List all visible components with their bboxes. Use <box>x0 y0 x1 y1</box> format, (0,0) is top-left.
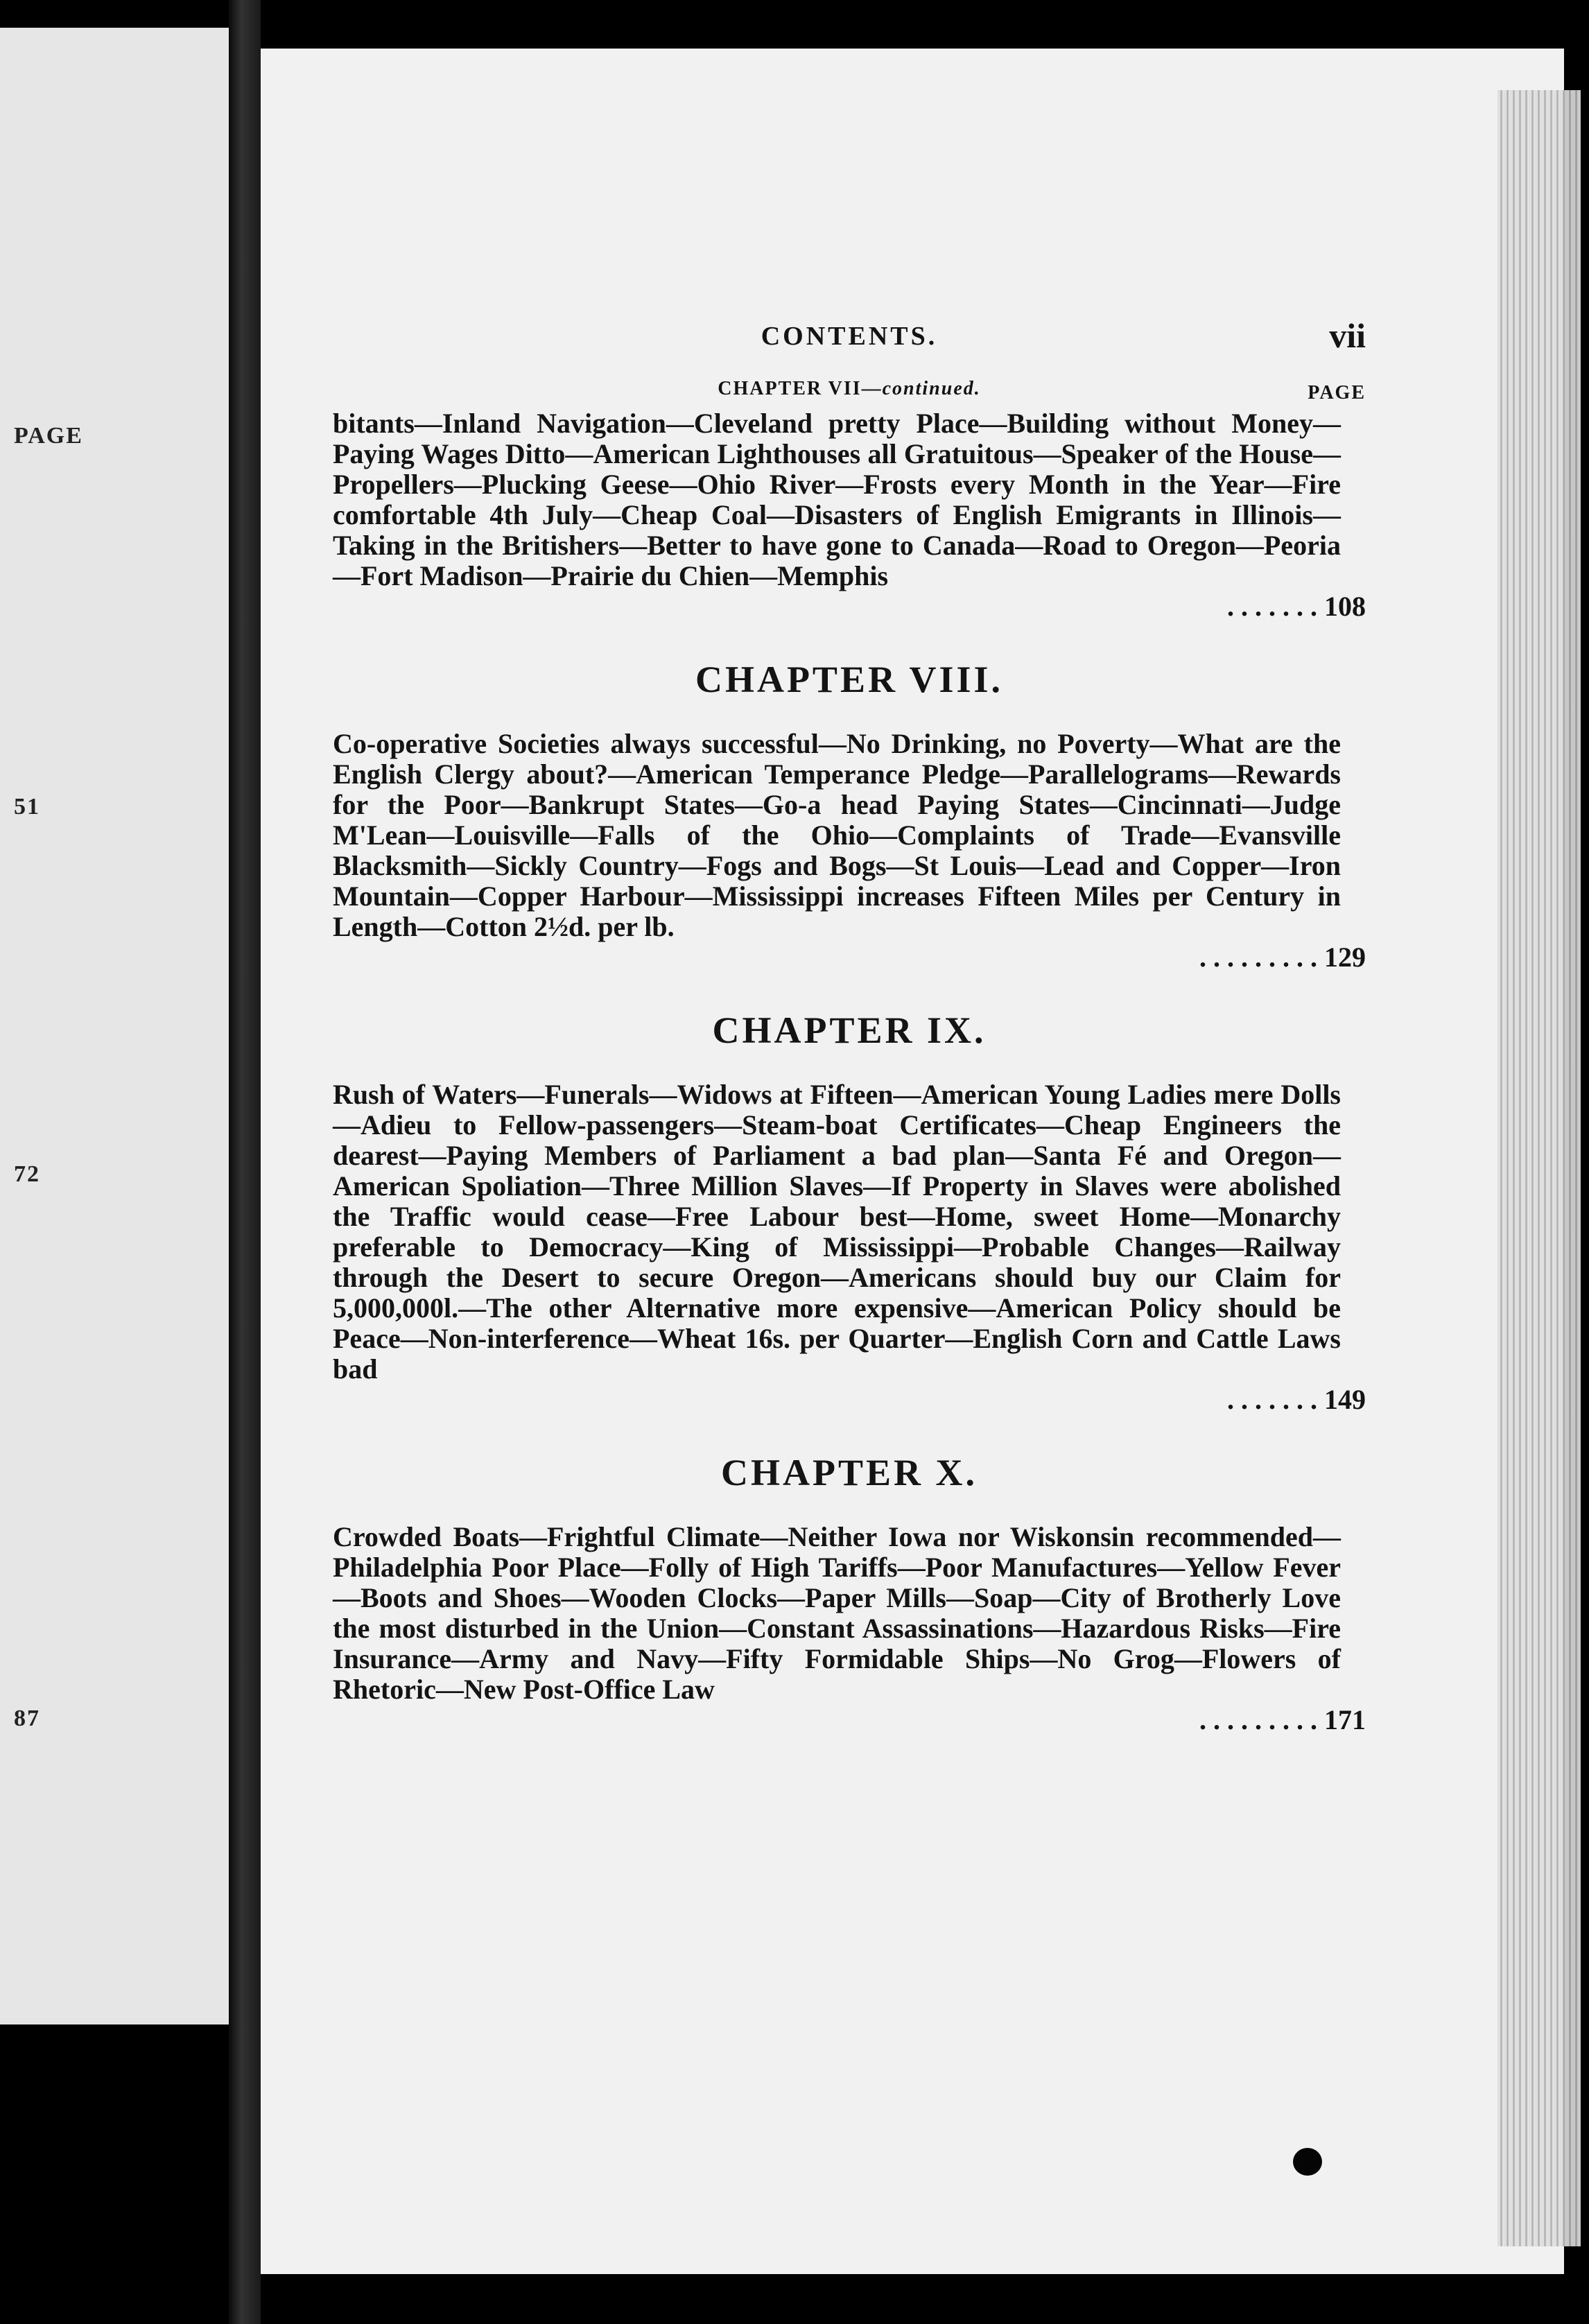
summary-text: Co-operative Societies always successful—No Drinking, no Poverty—What are the English Clergy about?—American Temperance Pledge—Parallelograms—Rewards for the Poor—Bankrupt States—Go-a head Paying States—Cincinnati—Judge M'Lean—Louisville—Falls of the Ohio—Complaints of Trade—Evansville Blacksmith—Sickly Country—Fogs and Bogs—St Louis—Lead and Copper—Iron Mountain—Copper Harbour—Mississippi increases Fifteen Miles per Century in Length—Cotton 2½d. per lb. <box>333 728 1341 942</box>
page-column-label: PAGE <box>1308 382 1366 404</box>
ink-blot <box>1293 2148 1322 2176</box>
page-number: 171 <box>1324 1704 1366 1735</box>
dot-leader: . . . . . . . . . <box>1199 942 1317 973</box>
summary-text: Crowded Boats—Frightful Climate—Neither Iowa nor Wiskonsin recommended—Philadelphia Poor Place—Folly of High Tariffs—Poor Manufactures—Yellow Fever—Boots and Shoes—Wooden Clocks—Paper Mills—Soap—City of Brotherly Love the most disturbed in the Union—Constant Assassinations—Hazardous Risks—Fire Insurance—Army and Navy—Fifty Formidable Ships—No Grog—Flowers of Rhetoric—New Post-Office Law <box>333 1521 1341 1705</box>
left-page-header-label: PAGE <box>14 423 83 449</box>
facing-page-left <box>0 28 229 2024</box>
page-number: 149 <box>1324 1384 1366 1415</box>
chapter-summary <box>333 1079 1366 1415</box>
continued-chapter-label: CHAPTER VII— <box>718 378 883 399</box>
dot-leader: . . . . . . . <box>1227 1384 1317 1415</box>
dot-leader: . . . . . . . . . <box>1199 1704 1317 1735</box>
summary-leader-and-page <box>333 1385 1366 1415</box>
page-number: 108 <box>1324 591 1366 622</box>
continuation-head <box>333 378 1366 406</box>
running-head <box>333 315 1366 364</box>
continued-word: continued. <box>882 378 981 399</box>
summary-leader-and-page <box>333 1705 1366 1735</box>
chapter-summary <box>333 408 1366 622</box>
summary-text: bitants—Inland Navigation—Cleveland pretty Place—Building without Money—Paying Wages Ditto—American Lighthouses all Gratuitous—Speaker of the House—Propellers—Plucking Geese—Ohio River—Frosts every Month in the Year—Fire comfortable 4th July—Cheap Coal—Disasters of English Emigrants in Illinois—Taking in the Britishers—Better to have gone to Canada—Road to Oregon—Peoria—Fort Madison—Prairie du Chien—Memphis <box>333 408 1341 591</box>
dot-leader: . . . . . . . <box>1227 591 1317 622</box>
chapter-continued <box>333 378 1366 400</box>
page-folio: vii <box>1329 316 1366 355</box>
running-title: CONTENTS. <box>761 322 938 351</box>
chapter-summary <box>333 1521 1366 1735</box>
chapter-title: CHAPTER X. <box>720 1452 978 1493</box>
chapter-title: CHAPTER VIII. <box>695 659 1004 700</box>
chapter-title: CHAPTER IX. <box>712 1009 987 1051</box>
left-page-number: 51 <box>14 794 40 820</box>
left-page-number: 87 <box>14 1706 40 1731</box>
chapter-summary <box>333 728 1366 973</box>
contents-body <box>333 315 1366 1735</box>
summary-text: Rush of Waters—Funerals—Widows at Fifteen—American Young Ladies mere Dolls—Adieu to Fellow-passengers—Steam-boat Certificates—Cheap Engineers the dearest—Paying Members of Parliament a bad plan—Santa Fé and Oregon—American Spoliation—Three Million Slaves—If Property in Slaves were abolished the Traffic would cease—Free Labour best—Home, sweet Home—Monarchy preferable to Democracy—King of Mississippi—Probable Changes—Railway through the Desert to secure Oregon—Americans should buy our Claim for 5,000,000l.—The other Alternative more expensive—American Policy should be Peace—Non-interference—Wheat 16s. per Quarter—English Corn and Cattle Laws bad <box>333 1079 1341 1385</box>
book-gutter <box>229 0 261 2324</box>
left-page-number: 72 <box>14 1161 40 1187</box>
summary-leader-and-page <box>333 942 1366 973</box>
summary-leader-and-page <box>333 591 1366 622</box>
page-number: 129 <box>1324 942 1366 973</box>
page-edges <box>1497 90 1581 2246</box>
